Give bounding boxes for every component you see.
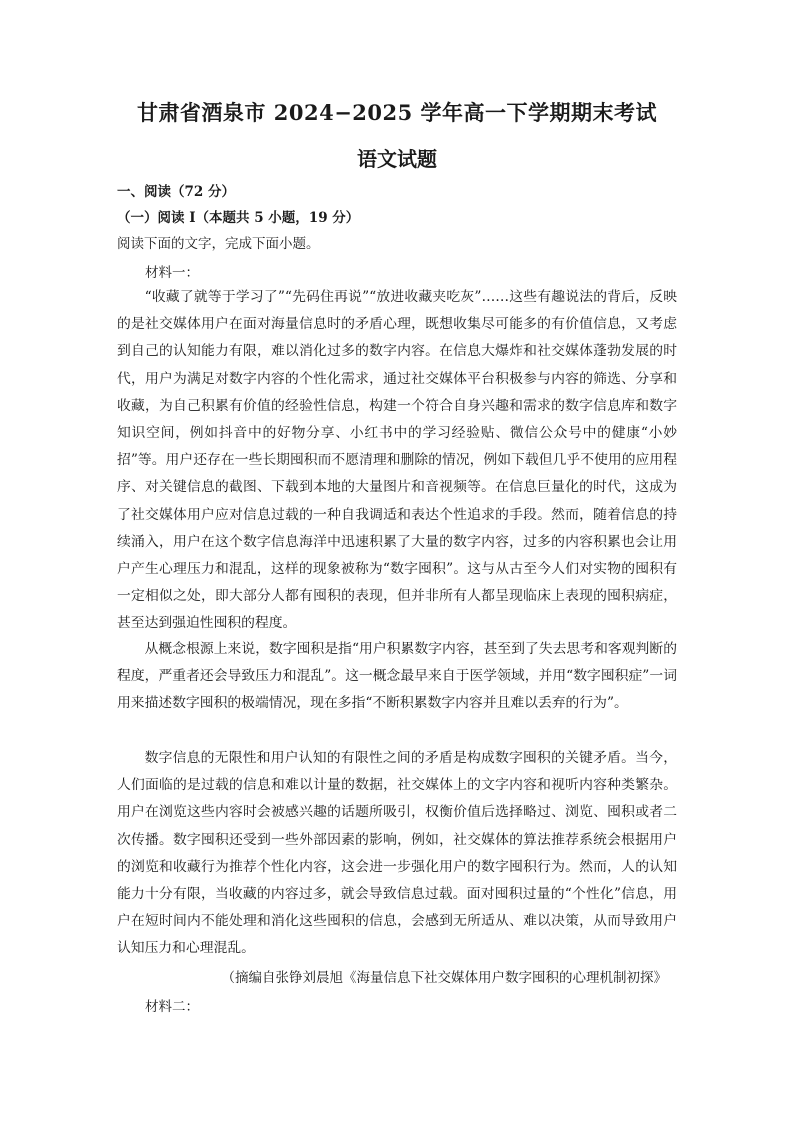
material-one-paragraph: 数字信息的无限性和用户认知的有限性之间的矛盾是构成数字囤积的关键矛盾。当今，人们面临的是过载的信息和难以计量的数据，社交媒体上的文字内容和视听内容种类繁杂。用户在浏览这些内容时会被感兴趣的话题所吸引，权衡价值后选择略过、浏览、囤积或者二次传播。数字囤积还受到一些外部因素的影响，例如，社交媒体的算法推荐系统会根据用户的浏览和收藏行为推荐个性化内容，这会进一步强化用户的数字囤积行为。然而，人的认知能力十分有限，当收藏的内容过多，就会导致信息过载。面对囤积过量的“个性化”信息，用户在短时间内不能处理和消化这些囤积的信息，会感到无所适从、难以决策，从而导致用户认知压力和心理混乱。 — [117, 750, 677, 957]
material-one-label: 材料一： — [145, 265, 199, 281]
exam-subtitle: 语文试题 — [357, 147, 437, 171]
section-heading-reading: 一、阅读（72 分） — [117, 184, 235, 200]
material-one-citation: （摘编自张铮刘晨旭《海量信息下社交媒体用户数字囤积的心理机制初探》 — [221, 970, 667, 986]
material-one-paragraph: 从概念根源上来说，数字囤积是指“用户积累数字内容，甚至到了失去思考和客观判断的程度，严重者还会导致压力和混乱”。这一概念最早来自于医学领域，并用“数字囤积症”一词用来描述数字囤积的极端情况，现在多指“不断积累数字内容并且难以丢弃的行为”。 — [117, 641, 677, 712]
section-subheading-reading-1: （一）阅读 I（本题共 5 小题，19 分） — [117, 210, 360, 226]
material-two-label: 材料二： — [145, 999, 199, 1015]
material-one-paragraph: “收藏了就等于学习了”“先码住再说”“放进收藏夹吃灰”……这些有趣说法的背后，反映的是社交媒体用户在面对海量信息时的矛盾心理，既想收集尽可能多的有价值信息，又考虑到自己的认知能力有限，难以消化过多的数字内容。在信息大爆炸和社交媒体蓬勃发展的时代，用户为满足对数字内容的个性化需求，通过社交媒体平台积极参与内容的筛选、分享和收藏，为自己积累有价值的经验性信息，构建一个符合自身兴趣和需求的数字信息库和数字知识空间，例如抖音中的好物分享、小红书中的学习经验贴、微信公众号中的健康“小妙招”等。用户还存在一些长期囤积而不愿清理和删除的情况，例如下载但几乎不使用的应用程序、对关键信息的截图、下载到本地的大量图片和音视频等。在信息巨量化的时代，这成为了社交媒体用户应对信息过载的一种自我调适和表达个性追求的手段。然而，随着信息的持续涌入，用户在这个数字信息海洋中迅速积累了大量的数字内容，过多的内容积累也会让用户产生心理压力和混乱，这样的现象被称为“数字囤积”。这与从古至今人们对实物的囤积有一定相似之处，即大部分人都有囤积的表现，但并非所有人都呈现临床上表现的囤积病症，甚至达到强迫性囤积的程度。 — [117, 289, 677, 632]
instruction-text: 阅读下面的文字，完成下面小题。 — [117, 236, 320, 252]
exam-title: 甘肃省酒泉市 2024−2025 学年高一下学期期末考试 — [136, 100, 658, 125]
